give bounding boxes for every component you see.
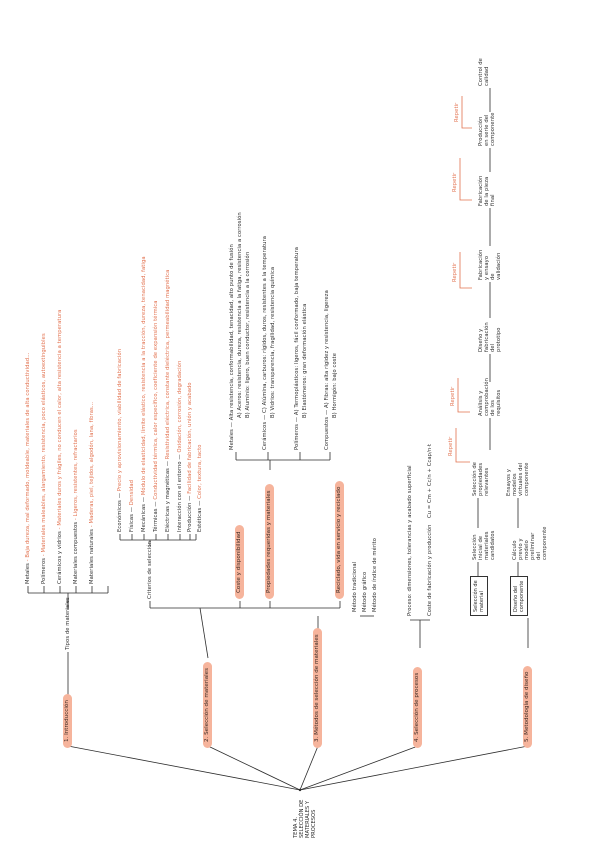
tipos-materiales-label: Tipos de materiales	[65, 597, 71, 650]
repetir-4: Repetir	[452, 172, 458, 192]
root-subtitle: SELECCIÓN DE MATERIALES Y PROCESOS	[299, 799, 317, 838]
repetir-1: Repetir	[448, 436, 454, 456]
section-metodologia-diseno[interactable]: 5. Metodología de diseño	[523, 666, 532, 748]
crit-interaccion: Interacción con el entorno — Oxidación, corrosión, degradación	[177, 360, 183, 532]
intro-naturales: Materiales naturales - Maderas, piel, tejidos, algodón, lana, fibras...	[89, 401, 95, 584]
intro-ceramicos: Cerámicos y vidrios - Materiales duros y frágiles, no conducen el calor, alta resistencia a temperatura	[57, 309, 63, 584]
root-title: TEMA 4.	[293, 816, 299, 838]
repetir-2: Repetir	[450, 386, 456, 406]
step-validacion: Fabricación y ensayo de validación	[478, 249, 502, 280]
prop-ceramicos: Cerámicos — C) Alúmina, carburos: rígidos, duros, resistentes a la temperatura	[262, 235, 268, 450]
step-produccion-serie: Producción en serie del componente	[478, 112, 496, 146]
metodo-tradicional: Método tradicional	[352, 561, 358, 612]
step-propiedades: Selección de propiedades relevantes	[472, 461, 490, 496]
section-introduccion[interactable]: 1. Introducción	[63, 694, 72, 748]
prop-metales-a: A) Aceros: resistencia, dureza, resistencia a la fatiga, resistencia a corrosión	[237, 212, 243, 418]
step-control-calidad: Control de calidad	[478, 58, 490, 86]
root-node	[293, 798, 317, 838]
step-pieza-final: Fabricación de la pieza final	[478, 175, 496, 206]
intro-metales: Metales - Baja dureza, mal deformado, moldeable, materiales de alta conductividad...	[25, 352, 31, 584]
crit-electricas: Eléctricas y magnéticas — Resistividad eléctrica, constante dieléctrica, permeabilidad magnética	[165, 269, 171, 532]
prop-metales-b: B) Aluminio: ligero, buen conductor, resistencia a la corrosión	[245, 251, 251, 418]
proceso-dimensiones: Proceso: dimensiones, tolerancias y acabado superficial	[407, 465, 413, 616]
step-seleccion-inicial: Selección inicial de materiales candidatos	[472, 530, 496, 560]
propiedades-materiales: Propiedades requeridas y materiales	[265, 484, 274, 599]
reciclado: Reciclado, vida en servicio y reciclado	[335, 481, 344, 599]
section-seleccion-materiales[interactable]: 2. Selección de materiales	[203, 662, 212, 748]
intro-compuestos: Materiales compuestos - Ligeros, resistentes, refractarios	[73, 429, 79, 584]
step-calculo-previo: Cálculo previo y modelo preliminar del componente	[512, 526, 548, 560]
prop-ceramicos-b: B) Vidrios: transparencia, fragilidad, resistencia química	[270, 266, 276, 418]
prop-metales: Metales — Alta resistencia, conformabilidad, tenacidad, alto punto de fusión	[229, 244, 235, 450]
crit-economicos: Económicos — Precio y aprovisionamiento, viabilidad de fabricación	[117, 348, 123, 532]
prop-compuestos: Compuestos — A) Fibras: alta rigidez y resistencia, ligereza	[324, 290, 330, 450]
metodo-grafico: Método gráfico	[362, 571, 368, 612]
step-ensayos-virtuales: Ensayos y modelos virtuales del componente	[506, 462, 530, 496]
crit-mecanicas: Mecánicas — Módulo de elasticidad, límite elástico, resistencia a la tracción, dureza, tenacidad, fatiga	[141, 256, 147, 532]
criterios-seleccion: Criterios de selección	[147, 541, 153, 599]
crit-termicas: Térmicas — Conductividad térmica, calor específico, coeficiente de expansión térmica	[153, 300, 159, 532]
crit-produccion: Producción — Facilidad de fabricación, unión y acabado	[187, 382, 193, 532]
coste-disponibilidad: Coste y disponibilidad	[235, 525, 244, 599]
prop-polimeros: Polímeros — A) Termoplásticos: ligeros, fácil conformado, baja temperatura	[294, 247, 300, 450]
prop-compuestos-b: B) Hormigón: bajo coste	[332, 353, 338, 418]
coste-formula: Cu = Cm + Cc/n + Ccap/n·t	[427, 443, 433, 518]
box-seleccion-material: Selección de material	[470, 576, 488, 616]
metodo-indice-merito: Método de índice de mérito	[372, 537, 378, 612]
repetir-5: Repetir	[454, 102, 460, 122]
crit-fisicas: Físicas — Densidad	[129, 480, 135, 532]
crit-esteticas: Estéticas — Color, textura, tacto	[197, 444, 203, 532]
step-prototipo: Diseño y fabricación del prototipo	[478, 322, 502, 352]
proceso-coste: Coste de fabricación y producción	[427, 524, 433, 616]
repetir-3: Repetir	[452, 262, 458, 282]
section-seleccion-procesos[interactable]: 4. Selección de procesos	[413, 667, 422, 748]
prop-polimeros-b: B) Elastómeros: gran deformación elástica	[302, 303, 308, 418]
intro-polimeros: Polímeros - Materiales maleables, alargamiento, resistencia, poco elásticos, autoextinguibles	[41, 333, 47, 584]
box-diseno-componente: Diseño del componente	[510, 576, 528, 616]
step-analisis: Análisis y comprobación de los requisitos	[478, 378, 502, 416]
section-metodos-seleccion[interactable]: 3. Métodos de selección de materiales	[313, 628, 322, 748]
